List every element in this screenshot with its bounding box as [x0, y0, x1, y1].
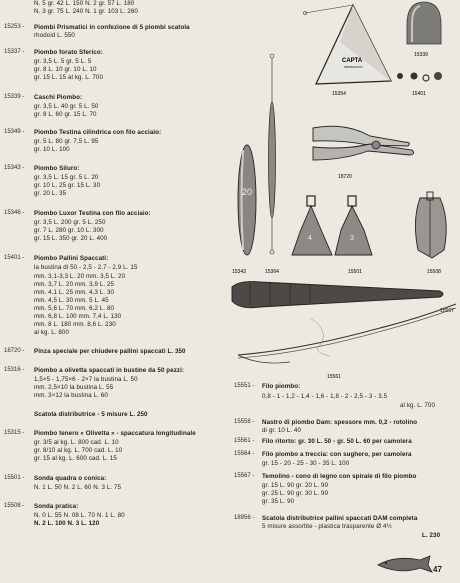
- text-line-l18: Piombo Luxor Testina con filo acciaio:: [34, 210, 151, 217]
- text-line-l14: Piombo Siluro:: [34, 165, 80, 172]
- text-line-l25: mm. 3,7 L. 20 mm. 3,9 L. 25: [34, 281, 115, 288]
- fish-illustration: [378, 556, 432, 572]
- bell-number-4: 4: [308, 235, 312, 242]
- text-line-l7: gr. 15 L. 15 al kg. L. 700: [34, 74, 103, 81]
- text-line-l24: mm. 3,1-3,3 L. 20 mm. 3,5 L. 20: [34, 273, 126, 280]
- bell-number-3: 3: [350, 235, 354, 242]
- text-line-l38: Piombo tenero « Olivetta » - spaccatura longitudinale: [34, 430, 196, 437]
- text-line-l8: Caschi Piombo:: [34, 94, 83, 101]
- text-line-l10: gr. 8 L. 60 gr. 15 L. 70: [34, 111, 97, 118]
- item-code-c12: 15508 -: [4, 503, 25, 509]
- text-line-l35: mm. 2,5×10 la bustina L. 55: [34, 384, 114, 391]
- text-line-l45: N. 0 L. 55 N. 08 L. 70 N. 1 L. 80: [34, 512, 125, 519]
- label-15343: 15343: [232, 269, 246, 275]
- text-line-r9: gr. 15 L. 90 gr. 20 L. 90: [262, 482, 329, 489]
- text-line-l16: gr. 10 L. 25 gr. 15 L. 30: [34, 182, 101, 189]
- text-line-l30: mm. 8 L. 180 mm. 8,6 L. 230: [34, 321, 116, 328]
- text-line-l34: 1,5×5 - 1,75×6 - 2×7 la bustina L. 50: [34, 376, 138, 383]
- text-line-l42: Sonda quadra o conica:: [34, 475, 107, 482]
- text-line-l27: mm. 4,5 L. 30 mm. 5 L. 45: [34, 297, 109, 304]
- text-line-l2: Piombi Prismatici in confezione di 5 piombi scatola: [34, 24, 190, 31]
- item-code-c1: 15253 -: [4, 24, 25, 30]
- text-line-l36: mm. 3×12 la bustina L. 60: [34, 392, 108, 399]
- item-code-c18: 18956 -: [234, 515, 255, 521]
- text-line-l33: Piombo a olivetta spaccati in bustine da 50 pezzi:: [34, 367, 185, 374]
- text-line-l28: mm. 5,6 L. 70 mm. 6,2 L. 80: [34, 305, 115, 312]
- text-line-r13: 5 misure assortite - plastica trasparente Ø 4½: [262, 523, 392, 530]
- label-15508: 15508: [427, 269, 441, 275]
- label-15364: 15364: [265, 269, 279, 275]
- text-line-l4: Piombo forato Sferico:: [34, 49, 103, 56]
- text-line-l15: gr. 3,5 L. 15 gr. 5 L. 20: [34, 174, 99, 181]
- text-line-r11: gr. 35 L. 90: [262, 498, 295, 505]
- text-line-l29: mm. 6,8 L. 100 mm. 7,4 L. 130: [34, 313, 122, 320]
- item-code-c14: 15558 -: [234, 419, 255, 425]
- text-line-l6: gr. 8 L. 10 gr. 10 L. 10: [34, 66, 97, 73]
- item-code-c15: 15561 -: [234, 438, 255, 444]
- text-line-r1: 0,8 - 1 - 1,2 - 1,4 - 1,6 - 1,8 - 2 - 2,5 - 3 - 3,5: [262, 393, 388, 400]
- text-line-l0: N. 5 gr. 42 L. 150 N. 2 gr. 57 L. 180: [34, 0, 135, 7]
- text-line-r6: Filo piombo a treccia: con sughero, per camolera: [262, 451, 412, 458]
- text-line-l12: gr. 5 L. 80 gr. 7,5 L. 95: [34, 138, 99, 145]
- label-15339: 15339: [414, 52, 428, 58]
- wire-sinker-illustration: [265, 54, 279, 275]
- text-line-l19: gr. 3,5 L. 200 gr. 5 L. 250: [34, 219, 106, 226]
- text-line-l11: Piombo Testina cilindrica con filo acciaio:: [34, 129, 162, 136]
- text-line-l44: Sonda pratica:: [34, 503, 79, 510]
- item-code-c7: 15401 -: [4, 255, 25, 261]
- text-line-l13: gr. 10 L. 100: [34, 146, 70, 153]
- label-15501: 15501: [348, 269, 362, 275]
- text-line-l20: gr. 7 L. 280 gr. 10 L. 300: [34, 227, 104, 234]
- bell-sinkers-illustration: [292, 196, 372, 275]
- item-code-c2: 15337 -: [4, 49, 25, 55]
- text-line-l22: Piombo Pallini Spaccati:: [34, 255, 109, 262]
- label-15354: 15354: [332, 91, 346, 97]
- item-code-c11: 15501 -: [4, 475, 25, 481]
- item-code-c10: 15315 -: [4, 430, 25, 436]
- text-line-l9: gr. 3,5 L. 40 gr. 5 L. 50: [34, 103, 99, 110]
- text-line-l39: gr. 3/5 al kg. L. 800 cad. L. 10: [34, 439, 119, 446]
- text-line-r7: gr. 15 - 20 - 25 - 30 - 35 L. 100: [262, 460, 350, 467]
- item-code-c3: 15339 -: [4, 94, 25, 100]
- item-code-c5: 15343 -: [4, 165, 25, 171]
- item-code-c8: 18720 -: [4, 348, 25, 354]
- text-line-r8: Temolino - cono di legno con spirale di filo piombo: [262, 473, 417, 480]
- item-code-c17: 15567 -: [234, 473, 255, 479]
- text-line-l37: Scatola distributrice - 5 misure L. 250: [34, 411, 148, 418]
- label-15561: 15561: [327, 374, 341, 380]
- label-15567: 15567: [440, 308, 454, 314]
- torpedo-number: 20: [242, 187, 253, 197]
- capta-prism-illustration: [304, 5, 392, 97]
- bell-sinker-illustration: [407, 2, 441, 58]
- text-line-l21: gr. 15 L. 350 gr. 20 L. 400: [34, 235, 108, 242]
- text-line-r0: Filo piombo:: [262, 383, 301, 390]
- text-line-l5: gr. 3,5 L. 5 gr. 5 L. 5: [34, 58, 92, 65]
- text-line-l32: Pinza speciale per chiudere pallini spaccati L. 350: [34, 348, 186, 355]
- text-line-l43: N. 1 L. 50 N. 2 L. 60 N. 3 L. 75: [34, 484, 122, 491]
- split-sinker-illustration: [415, 192, 446, 275]
- text-line-l46: N. 2 L. 100 N. 3 L. 120: [34, 520, 100, 527]
- text-line-l1: N. 3 gr. 75 L. 240 N. 1 gr. 103 L. 260: [34, 8, 138, 15]
- text-line-r12: Scatola distributrice pallini spaccati DAM completa: [262, 515, 418, 522]
- pliers-illustration: [313, 126, 414, 180]
- label-15401: 15401: [412, 91, 426, 97]
- twisted-wire-illustration: [238, 304, 456, 380]
- capta-sub: PRISMATICO: [344, 65, 363, 69]
- item-code-c16: 15564 -: [234, 451, 255, 457]
- capta-brand: CAPTA: [342, 58, 363, 64]
- torpedo-sinker-illustration: [232, 145, 256, 275]
- temolino-illustration: [232, 282, 454, 314]
- item-code-c9: 15316 -: [4, 367, 25, 373]
- text-line-l23: la bustina di 50 - 2,5 - 2,7 - 2,9 L. 15: [34, 264, 138, 271]
- text-line-l41: gr. 15 al kg. L. 600 cad. L. 15: [34, 455, 117, 462]
- text-line-r10: gr. 25 L. 90 gr. 30 L. 90: [262, 490, 329, 497]
- page-number: 47: [433, 565, 442, 574]
- label-18720: 18720: [338, 174, 352, 180]
- item-code-c6: 15346 -: [4, 210, 25, 216]
- item-code-c13: 15551 -: [234, 383, 255, 389]
- text-line-l3: rhodoid L. 550: [34, 32, 75, 39]
- text-line-r2: al kg. L. 700: [400, 402, 436, 409]
- text-line-r5: Filo ritorto: gr. 30 L. 50 - gr. 50 L. 60 per camolera: [262, 438, 412, 445]
- text-line-r4: di gr. 10 L. 40: [262, 427, 301, 434]
- text-line-l31: al kg. L. 800: [34, 329, 70, 336]
- text-line-l26: mm. 4,1 L. 25 mm. 4,3 L. 30: [34, 289, 115, 296]
- item-code-c4: 15349 -: [4, 129, 25, 135]
- text-line-r14: L. 230: [422, 532, 441, 539]
- text-line-l40: gr. 8/10 al kg. L. 700 cad. L. 10: [34, 447, 123, 454]
- text-line-l17: gr. 20 L. 35: [34, 190, 67, 197]
- text-line-r3: Nastro di piombo Dam: spessore mm. 0,2 - rotolino: [262, 419, 418, 426]
- split-shot-illustration: [397, 72, 442, 97]
